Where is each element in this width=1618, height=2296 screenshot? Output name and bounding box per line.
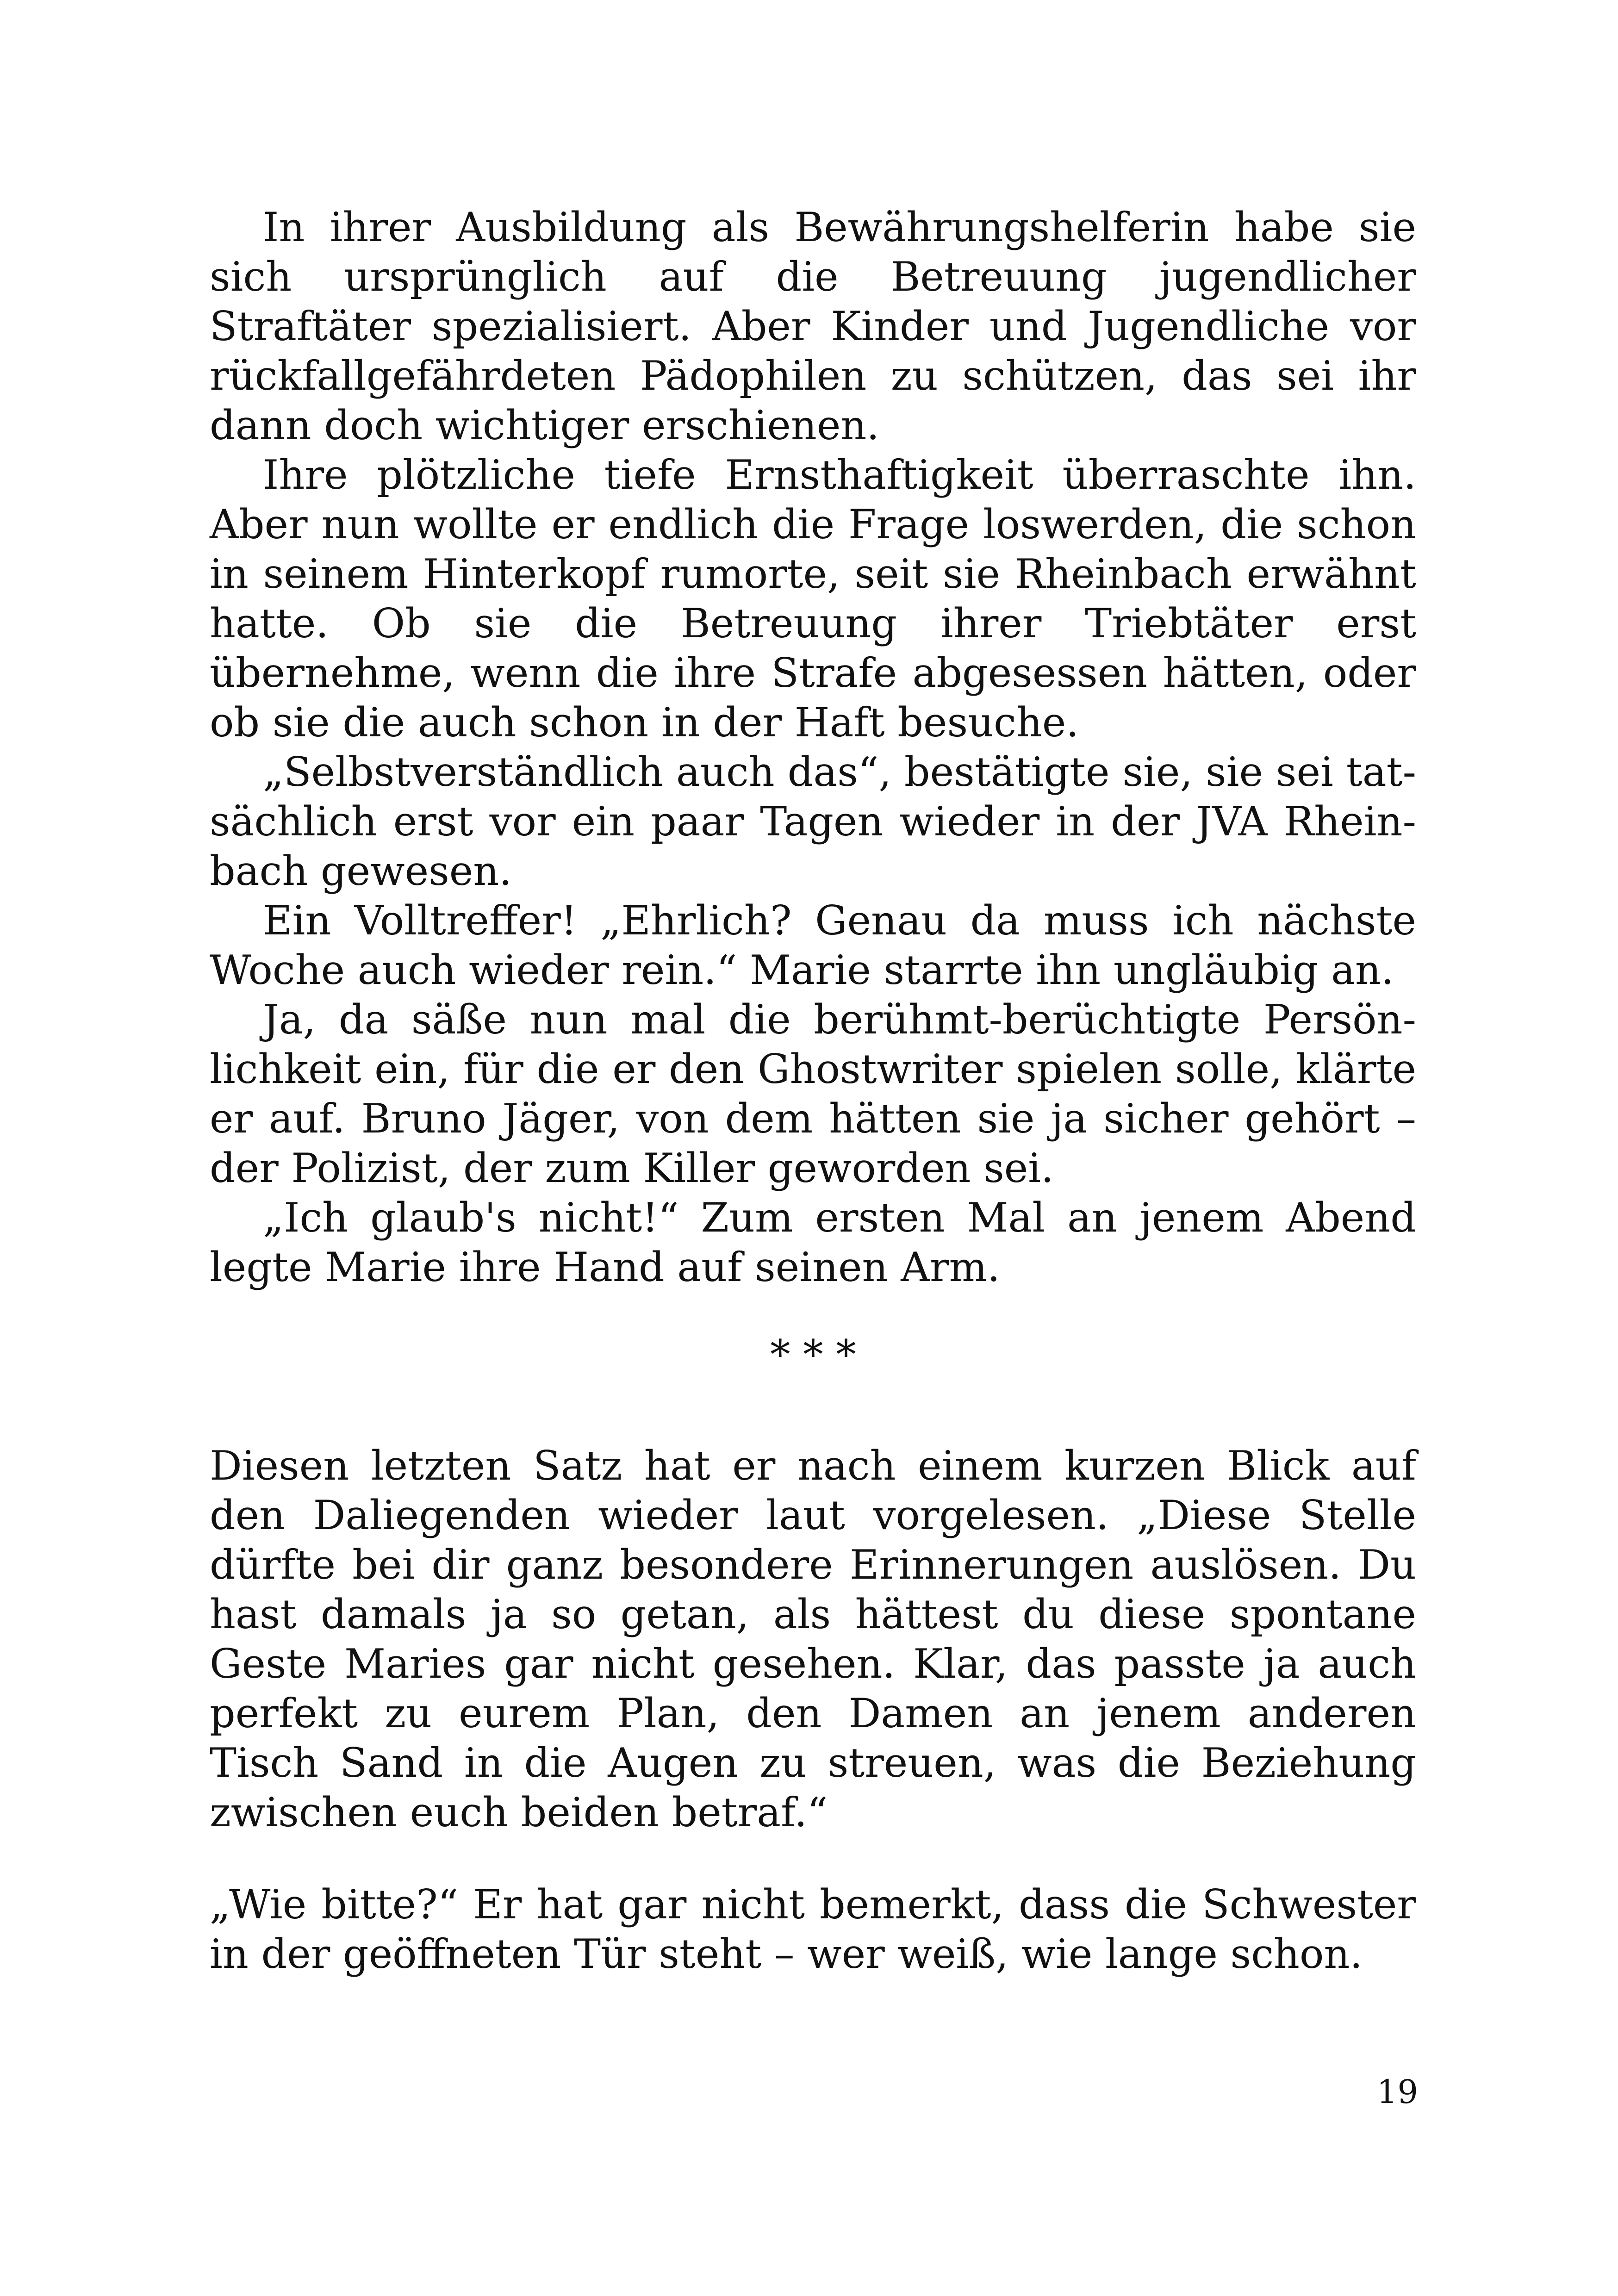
paragraph: Ein Volltreffer! „Ehrlich? Genau da muss ich nächste Woche auch wieder rein.“ Marie starrte ihn ungläubig an. xyxy=(210,897,1416,994)
section-break-asterisks: * * * xyxy=(770,1331,856,1378)
paragraph: „Selbstverständlich auch das“, bestätigte sie, sie sei tatsächlich erst vor ein paar Tagen wieder in der JVA Rheinbach gewesen. xyxy=(210,748,1416,895)
body-text-after-break xyxy=(210,1441,1416,1837)
paragraph: Diesen letzten Satz hat er nach einem kurzen Blick auf den Daliegenden wieder laut vorgelesen. „Diese Stelle dürfte bei dir ganz besondere Erinnerungen auslösen. Du hast damals ja so getan, als hättest du diese spontane Geste Maries gar nicht gesehen. Klar, das passte ja auch perfekt zu eurem Plan, den Damen an jenem anderen Tisch Sand in die Augen zu streuen, was die Beziehung zwischen euch beiden betraf.“ xyxy=(210,1442,1416,1836)
body-text-before-break xyxy=(210,203,1416,1292)
paragraph: Ja, da säße nun mal die berühmt-berüchtigte Persönlichkeit ein, für die er den Ghostwriter spielen solle, klärte er auf. Bruno Jäger, von dem hätten sie ja sicher gehört – der Polizist, der zum Killer geworden sei. xyxy=(210,996,1416,1192)
page-number: 19 xyxy=(1376,2073,1418,2111)
paragraph: Ihre plötzliche tiefe Ernsthaftigkeit überraschte ihn. Aber nun wollte er endlich die Frage loswerden, die schon in seinem Hinterkopf rumorte, seit sie Rheinbach erwähnt hatte. Ob sie die Betreuung ihrer Triebtäter erst übernehme, wenn die ihre Strafe abgesessen hätten, oder ob sie die auch schon in der Haft besuche. xyxy=(210,451,1416,746)
paragraph: „Wie bitte?“ Er hat gar nicht bemerkt, dass die Schwester in der geöffneten Tür steht – wer weiß, wie lange schon. xyxy=(210,1881,1416,1978)
paragraph: In ihrer Ausbildung als Bewährungshelferin habe sie sich ursprünglich auf die Betreuung jugendlicher Straftäter spezialisiert. Aber Kinder und Jugendliche vor rückfallgefährdeten Pädophilen zu schützen, das sei ihr dann doch wichtiger erschienen. xyxy=(210,204,1416,449)
paragraph: „Ich glaub's nicht!“ Zum ersten Mal an jenem Abend legte Marie ihre Hand auf seinen Arm. xyxy=(210,1194,1416,1291)
body-text-final xyxy=(210,1880,1416,1979)
